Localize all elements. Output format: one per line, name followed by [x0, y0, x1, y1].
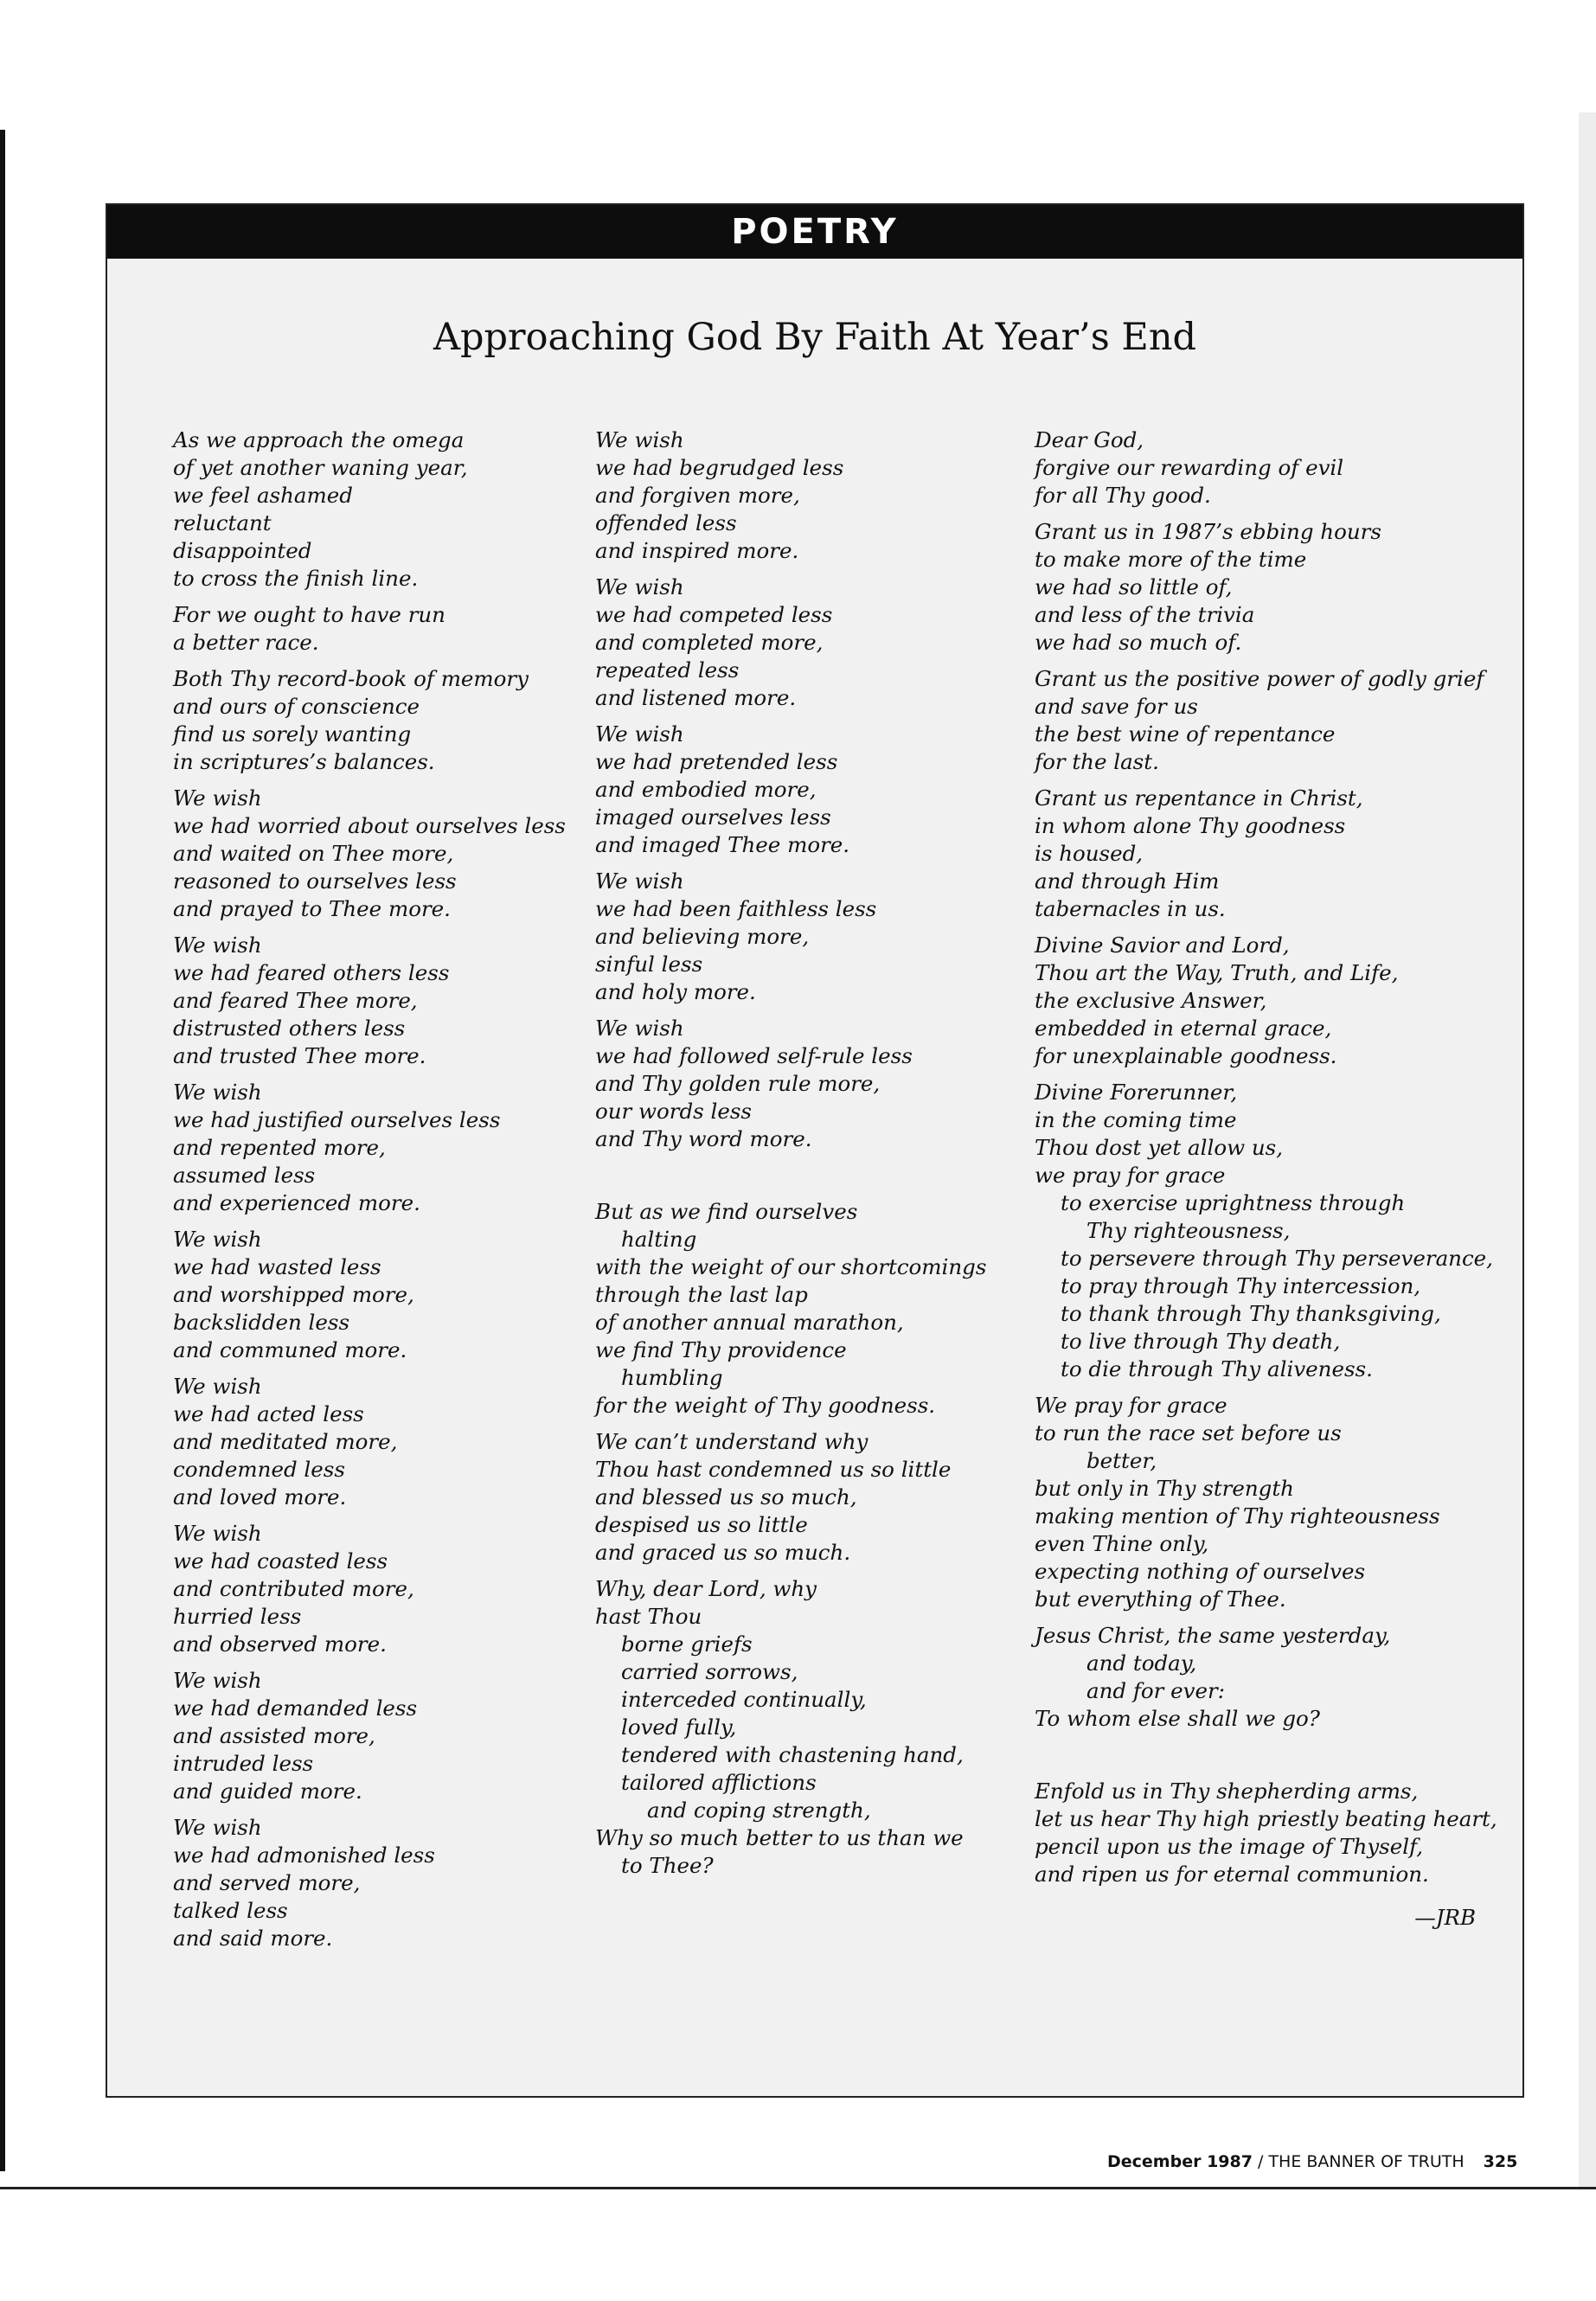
poem-line: assumed less — [173, 1163, 316, 1188]
poem-line: halting — [621, 1227, 697, 1252]
poem-line: we had wasted less — [173, 1254, 381, 1279]
stanza — [595, 721, 1019, 859]
poem-line: and assisted more, — [173, 1723, 375, 1748]
poem-line: hurried less — [173, 1604, 302, 1629]
poem-line: and today, — [1086, 1650, 1197, 1676]
poem-line: We wish — [595, 1016, 684, 1041]
poem-line: we had demanded less — [173, 1695, 418, 1721]
stanza — [595, 426, 1019, 565]
poem-line: We wish — [173, 1815, 262, 1840]
poem-line: and experienced more. — [173, 1190, 420, 1215]
poem-line: and served more, — [173, 1870, 361, 1895]
stanza — [173, 426, 580, 593]
poem-line: Thou dost yet allow us, — [1035, 1135, 1283, 1160]
stanza — [1035, 665, 1502, 776]
poem-title: Approaching God By Faith At Year’s End — [433, 316, 1197, 359]
poem-line: and forgiven more, — [595, 483, 800, 508]
poem-line: and embodied more, — [595, 777, 817, 802]
poem-line: We wish — [173, 1668, 262, 1693]
poem-line: and imaged Thee more. — [595, 832, 850, 857]
poem-line: we had justified ourselves less — [173, 1107, 501, 1132]
stanza — [173, 1814, 580, 1952]
stanza — [173, 1667, 580, 1805]
poem-line: and contributed more, — [173, 1576, 414, 1601]
poem-line: the exclusive Answer, — [1035, 988, 1267, 1013]
stanza — [1035, 1079, 1502, 1383]
poem-line: and blessed us so much, — [595, 1484, 857, 1509]
poem-line: Both Thy record-book of memory — [173, 666, 529, 691]
poem-line: loved fully, — [621, 1715, 737, 1740]
poem-line: we had been faithless less — [595, 896, 877, 921]
poem-line: we find Thy providence — [595, 1337, 847, 1362]
poem-line: condemned less — [173, 1457, 345, 1482]
poem-line: Grant us repentance in Christ, — [1035, 785, 1363, 811]
stanza — [595, 1428, 1019, 1567]
poem-line: Thou art the Way, Truth, and Life, — [1035, 960, 1399, 985]
stanza — [1035, 518, 1502, 657]
poem-line: to run the race set before us — [1035, 1420, 1342, 1445]
poem-line: and waited on Thee more, — [173, 841, 454, 866]
poem-line: to Thee? — [621, 1853, 714, 1878]
poem-line: Why so much better to us than we — [595, 1825, 964, 1850]
poem-line: of yet another waning year, — [173, 455, 468, 480]
page-bottom-edge — [0, 2187, 1596, 2189]
poem-line: tailored afflictions — [621, 1770, 817, 1795]
poem-line: We wish — [173, 933, 262, 958]
poem-line: For we ought to have run — [173, 602, 445, 627]
poem-line: and communed more. — [173, 1337, 407, 1362]
poem-line: for all Thy good. — [1035, 483, 1211, 508]
stanza — [1035, 1622, 1502, 1733]
page-shadow — [1579, 112, 1596, 2189]
poem-line: and guided more. — [173, 1779, 362, 1804]
poem-line: carried sorrows, — [621, 1659, 798, 1684]
poem-line: reasoned to ourselves less — [173, 868, 457, 894]
stanza — [595, 1575, 1019, 1880]
poem-line: to pray through Thy intercession, — [1061, 1273, 1421, 1298]
poem-line: and ripen us for eternal communion. — [1035, 1862, 1429, 1887]
stanza — [1035, 785, 1502, 923]
poem-line: humbling — [621, 1365, 723, 1390]
poem-line: We wish — [173, 1521, 262, 1546]
poem-line: imaged ourselves less — [595, 804, 831, 830]
poem-line: we had competed less — [595, 602, 833, 627]
poem-line: we had followed self-rule less — [595, 1043, 913, 1068]
poem-line: tabernacles in us. — [1035, 896, 1226, 921]
poem-line: of another annual marathon, — [595, 1310, 904, 1335]
poem-line: we had worried about ourselves less — [173, 813, 566, 838]
section-banner: POETRY — [107, 205, 1522, 259]
poem-line: to die through Thy aliveness. — [1061, 1356, 1373, 1381]
stanza — [173, 665, 580, 776]
poem-line: for the last. — [1035, 749, 1159, 774]
poem-line: and less of the trivia — [1035, 602, 1255, 627]
page-footer — [1107, 2152, 1518, 2171]
poem-line: and believing more, — [595, 924, 810, 949]
poem-line: and through Him — [1035, 868, 1220, 894]
poem-line: we pray for grace — [1035, 1163, 1226, 1188]
poem-line: and ours of conscience — [173, 694, 420, 719]
poem-line: borne griefs — [621, 1631, 753, 1657]
poem-line: Enfold us in Thy shepherding arms, — [1035, 1779, 1419, 1804]
poem-line: and Thy golden rule more, — [595, 1071, 881, 1096]
poem-line: pencil upon us the image of Thyself, — [1035, 1834, 1424, 1859]
poem-line: forgive our rewarding of evil — [1035, 455, 1344, 480]
poem-line: and meditated more, — [173, 1429, 398, 1454]
signature: —JRB — [1414, 1905, 1476, 1930]
poem-line: in whom alone Thy goodness — [1035, 813, 1346, 838]
poem-line: backslidden less — [173, 1310, 350, 1335]
stanza — [173, 1079, 580, 1217]
poem-line: Thy righteousness, — [1086, 1218, 1291, 1243]
poem-line: intruded less — [173, 1751, 314, 1776]
poem-line: To whom else shall we go? — [1035, 1706, 1320, 1731]
stanza — [595, 1198, 1019, 1420]
stanza — [173, 785, 580, 923]
poem-line: but only in Thy strength — [1035, 1476, 1294, 1501]
poem-line: a better race. — [173, 630, 319, 655]
poem-line: despised us so little — [595, 1512, 808, 1537]
poem-line: sinful less — [595, 952, 703, 977]
footer-publication: / THE BANNER OF TRUTH — [1252, 2152, 1465, 2171]
poem-line: our words less — [595, 1099, 752, 1124]
poem-line: to cross the finish line. — [173, 566, 419, 591]
poem-line: We wish — [173, 1227, 262, 1252]
poem-line: better, — [1086, 1448, 1157, 1473]
poem-line: and worshipped more, — [173, 1282, 414, 1307]
poem-line: we feel ashamed — [173, 483, 353, 508]
poem-line: and loved more. — [173, 1484, 347, 1509]
poem-line: and graced us so much. — [595, 1540, 851, 1565]
poem-line: we had pretended less — [595, 749, 838, 774]
stanza — [1035, 1778, 1502, 1888]
poem-line: and holy more. — [595, 979, 756, 1004]
poem-line: for unexplainable goodness. — [1035, 1043, 1337, 1068]
poem-line: tendered with chastening hand, — [621, 1742, 964, 1767]
poem-line: Why, dear Lord, why — [595, 1576, 817, 1601]
poem-line: to thank through Thy thanksgiving, — [1061, 1301, 1441, 1326]
poem-column-3 — [1035, 426, 1502, 1932]
poem-line: in scriptures’s balances. — [173, 749, 435, 774]
poem-line: with the weight of our shortcomings — [595, 1254, 987, 1279]
poem-line: making mention of Thy righteousness — [1035, 1503, 1440, 1529]
poem-line: and coping strength, — [647, 1798, 871, 1823]
poem-line: to live through Thy death, — [1061, 1329, 1341, 1354]
poem-line: for the weight of Thy goodness. — [595, 1393, 936, 1418]
poem-line: talked less — [173, 1898, 288, 1923]
stanza — [173, 601, 580, 657]
poem-line: we had coasted less — [173, 1548, 388, 1574]
poem-line: offended less — [595, 510, 737, 535]
stanza — [1035, 932, 1502, 1070]
poem-line: Grant us in 1987’s ebbing hours — [1035, 519, 1381, 544]
poem-line: We wish — [595, 574, 684, 599]
stanza — [1035, 426, 1502, 510]
poem-line: Dear God, — [1035, 427, 1144, 452]
poem-line: we had feared others less — [173, 960, 450, 985]
poem-column-1 — [173, 426, 580, 1961]
stanza — [173, 932, 580, 1070]
poem-line: Jesus Christ, the same yesterday, — [1035, 1623, 1391, 1648]
poem-line: distrusted others less — [173, 1016, 406, 1041]
stanza — [173, 1373, 580, 1511]
poem-line: repeated less — [595, 657, 740, 683]
poem-line: and feared Thee more, — [173, 988, 418, 1013]
poem-line: and trusted Thee more. — [173, 1043, 426, 1068]
poem-line: to persevere through Thy perseverance, — [1061, 1246, 1493, 1271]
poem-line: even Thine only, — [1035, 1531, 1209, 1556]
poem-line: We wish — [173, 1374, 262, 1399]
poem-line: expecting nothing of ourselves — [1035, 1559, 1366, 1584]
poem-line: Grant us the positive power of godly grief — [1035, 666, 1484, 691]
poem-line: to make more of the time — [1035, 547, 1307, 572]
poem-line: We pray for grace — [1035, 1393, 1227, 1418]
poem-line: hast Thou — [595, 1604, 702, 1629]
poem-line: and completed more, — [595, 630, 824, 655]
poem-line: let us hear Thy high priestly beating heart, — [1035, 1806, 1497, 1831]
poem-line: we had admonished less — [173, 1843, 435, 1868]
poem-line: and said more. — [173, 1926, 333, 1951]
poem-line: to exercise uprightness through — [1061, 1190, 1406, 1215]
poem-line: Thou hast condemned us so little — [595, 1457, 952, 1482]
poem-line: we had begrudged less — [595, 455, 844, 480]
stanza — [595, 574, 1019, 712]
poem-line: the best wine of repentance — [1035, 721, 1336, 747]
poem-line: We wish — [173, 1080, 262, 1105]
poem-line: We wish — [173, 785, 262, 811]
poem-line: in the coming time — [1035, 1107, 1237, 1132]
poetry-box — [106, 203, 1524, 2098]
stanza — [595, 1015, 1019, 1153]
poem-line: We wish — [595, 427, 684, 452]
stanza — [595, 868, 1019, 1006]
page-number: 325 — [1483, 2152, 1518, 2171]
poem-line: and prayed to Thee more. — [173, 896, 451, 921]
poem-line: we had acted less — [173, 1401, 364, 1426]
stanza — [173, 1520, 580, 1658]
poem-line: through the last lap — [595, 1282, 808, 1307]
poem-column-3-body — [1035, 426, 1502, 1888]
poem-line: we had so little of, — [1035, 574, 1233, 599]
poem-line: reluctant — [173, 510, 272, 535]
poem-line: We wish — [595, 721, 684, 747]
poem-line: and Thy word more. — [595, 1126, 812, 1151]
poem-line: and inspired more. — [595, 538, 799, 563]
poem-column-2 — [595, 426, 1019, 1888]
poem-line: is housed, — [1035, 841, 1144, 866]
page-edge — [0, 130, 5, 2171]
poem-line: We can’t understand why — [595, 1429, 869, 1454]
poem-line: Divine Savior and Lord, — [1035, 933, 1290, 958]
poem-line: As we approach the omega — [173, 427, 465, 452]
poem-line: but everything of Thee. — [1035, 1586, 1286, 1612]
poem-line: we had so much of. — [1035, 630, 1242, 655]
poem-line: Divine Forerunner, — [1035, 1080, 1238, 1105]
poem-line: and for ever: — [1086, 1678, 1225, 1703]
poem-line: find us sorely wanting — [173, 721, 412, 747]
poem-line: and repented more, — [173, 1135, 386, 1160]
poem-line: and observed more. — [173, 1631, 387, 1657]
poem-line: We wish — [595, 868, 684, 894]
stanza — [173, 1226, 580, 1364]
poem-line: embedded in eternal grace, — [1035, 1016, 1332, 1041]
poem-line: and listened more. — [595, 685, 797, 710]
stanza — [1035, 1392, 1502, 1613]
footer-date: December 1987 — [1107, 2152, 1253, 2171]
poem-line: But as we find ourselves — [595, 1199, 858, 1224]
poem-line: disappointed — [173, 538, 312, 563]
poem-line: and save for us — [1035, 694, 1198, 719]
poem-line: interceded continually, — [621, 1687, 867, 1712]
